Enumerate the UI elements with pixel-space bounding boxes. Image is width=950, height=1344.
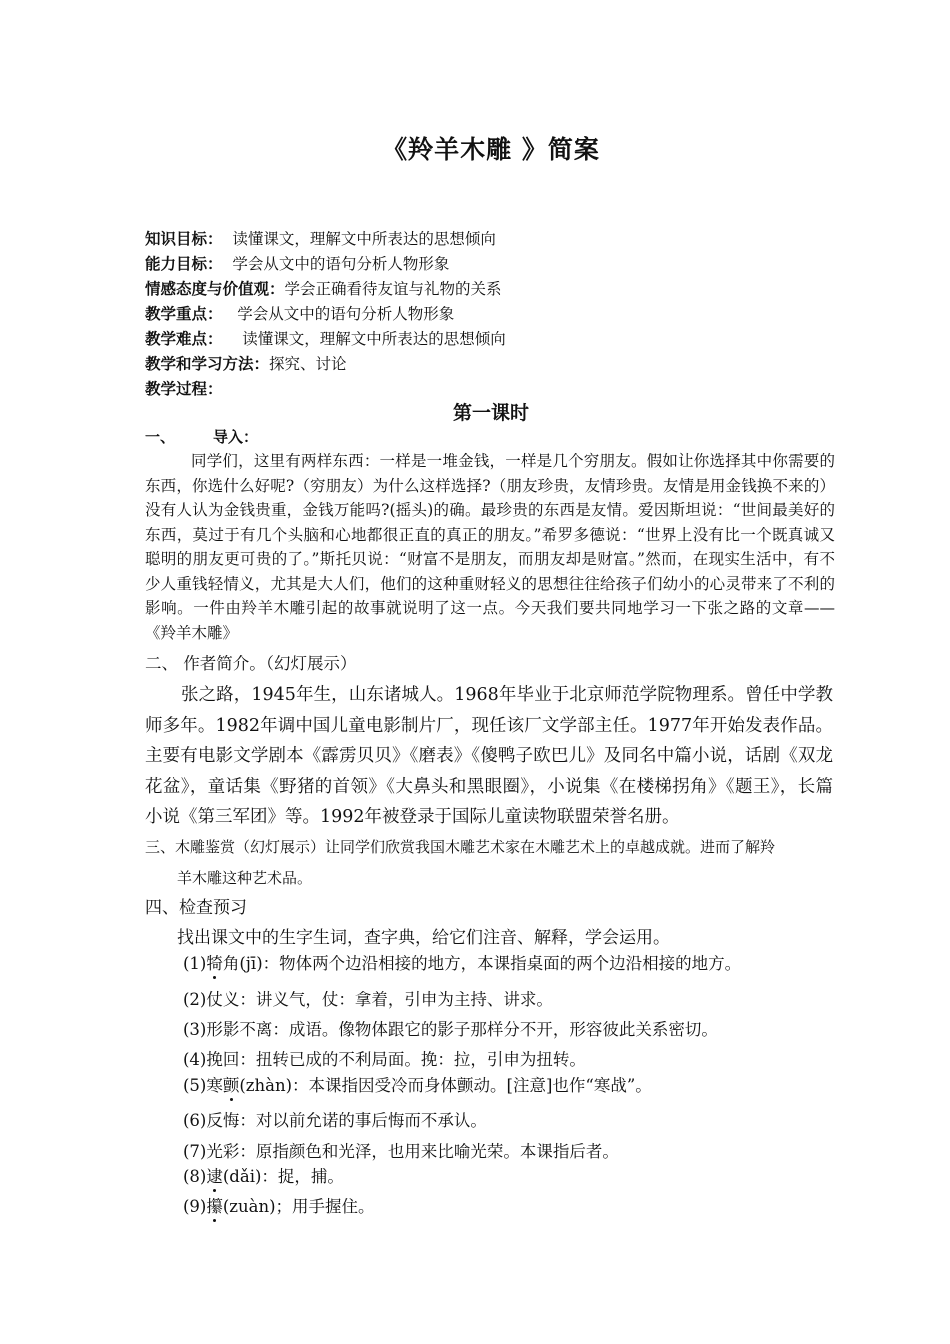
vocab-item: (9)攥(zuàn)；用手握住。 [183,1197,375,1216]
section-woodcarving-line1: 三、木雕鉴赏（幻灯展示）让同学们欣赏我国木雕艺术家在木雕艺术上的卓越成就。进而了解羚 [145,838,776,856]
vocab-item: (1)犄角(jī)：物体两个边沿相接的地方，本课指桌面的两个边沿相接的地方。 [183,954,742,973]
vocab-item: (3)形影不离：成语。像物体跟它的影子那样分不开，形容彼此关系密切。 [183,1020,718,1039]
vocab-item: (8)逮(dǎi)：捉，捕。 [183,1167,344,1186]
objective-knowledge: 知识目标： 读懂课文，理解文中所表达的思想倾向 [145,230,496,248]
vocab-item: (5)寒颤(zhàn)：本课指因受冷而身体颤动。[注意]也作“寒战”。 [183,1076,652,1095]
document-title: 《羚羊木雕 》简案 [382,135,600,164]
section-preview-heading: 四、检查预习 [145,898,247,918]
section-woodcarving-line2: 羊木雕这种艺术品。 [177,869,313,887]
vocab-item: (7)光彩：原指颜色和光泽，也用来比喻光荣。本课指后者。 [183,1142,619,1161]
objective-difficulty: 教学难点： 读懂课文，理解文中所表达的思想倾向 [145,330,506,348]
vocab-item: (4)挽回：扭转已成的不利局面。挽：拉，引申为扭转。 [183,1050,586,1069]
section-woodcarving [145,832,835,894]
objective-method: 教学和学习方法：探究、讨论 [145,355,347,373]
objective-ability: 能力目标： 学会从文中的语句分析人物形象 [145,255,450,273]
objective-focus: 教学重点： 学会从文中的语句分析人物形象 [145,305,455,323]
section-author-heading: 二、 作者简介。（幻灯展示） [145,654,357,673]
vocab-item: (2)仗义：讲义气，仗：拿着，引申为主持、讲求。 [183,990,553,1009]
section-intro-heading: 一、 导入： [145,428,259,446]
lesson-title: 第一课时 [452,402,529,424]
objective-process: 教学过程： [145,380,223,398]
objectives-list [145,227,845,402]
objective-attitude: 情感态度与价值观：学会正确看待友谊与礼物的关系 [145,280,502,298]
preview-instruction: 找出课文中的生字生词，查字典，给它们注音、解释，学会运用。 [177,928,670,948]
intro-paragraph: 同学们，这里有两样东西：一样是一堆金钱，一样是几个穷朋友。假如让你选择其中你需要的东西，你选什么好呢?（穷朋友）为什么这样选择?（朋友珍贵，友情珍贵。友情是用金钱换不来的）没有人认为金钱贵重，金钱万能吗?(摇头)的确。最珍贵的东西是友情。爱因斯坦说：“世间最美好的东西，莫过于有几个头脑和心地都很正直的真正的朋友。”希罗多德说：“世界上没有比一个既真诚又聪明的朋友更可贵的了。”斯托贝说：“财富不是朋友，而朋友却是财富。”然而，在现实生活中，有不少人重钱轻情义，尤其是大人们，他们的这种重财轻义的思想往往给孩子们幼小的心灵带来了不利的影响。一件由羚羊木雕引起的故事就说明了这一点。今天我们要共同地学习一下张之路的文章——《羚羊木雕》 [145,452,835,642]
vocab-item: (6)反悔：对以前允诺的事后悔而不承认。 [183,1111,487,1130]
author-paragraph: 张之路，1945年生，山东诸城人。1968年毕业于北京师范学院物理系。曾任中学教师多年。1982年调中国儿童电影制片厂，现任该厂文学部主任。1977年开始发表作品。主要有电影文学剧本《霹雳贝贝》《磨表》《傻鸭子欧巴儿》及同名中篇小说，话剧《双龙花盆》，童话集《野猪的首领》《大鼻头和黑眼圈》，小说集《在楼梯拐角》《题王》，长篇小说《第三军团》等。1992年被登录于国际儿童读物联盟荣誉名册。 [145,685,833,827]
